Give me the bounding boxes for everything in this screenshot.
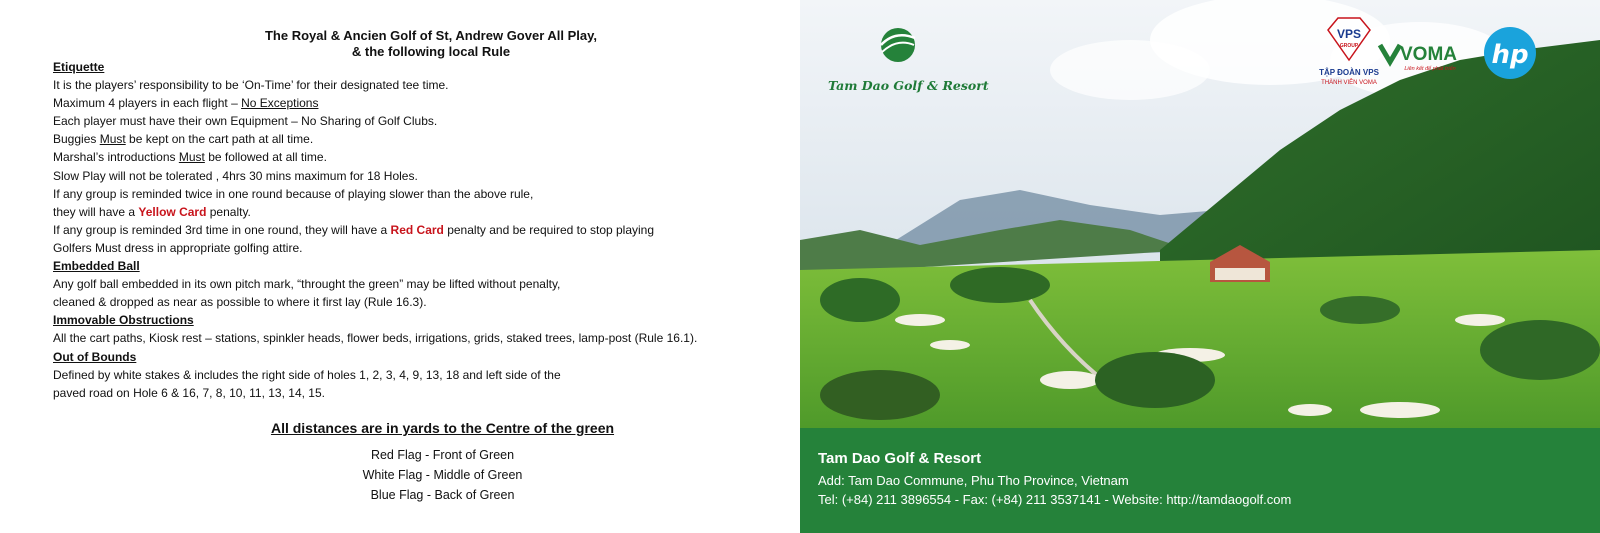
tree-cluster xyxy=(1480,320,1600,380)
etiquette-line: It is the players’ responsibility to be ‘On-Time’ for their designated tee time. xyxy=(53,78,449,93)
footer-contact: Tel: (+84) 211 3896554 - Fax: (+84) 211 3537141 - Website: http://tamdaogolf.com xyxy=(818,492,1292,507)
footer-address: Add: Tam Dao Commune, Phu Tho Province, Vietnam xyxy=(818,473,1129,488)
etiquette-heading: Etiquette xyxy=(53,60,105,74)
cloud xyxy=(1050,40,1210,100)
bunker xyxy=(1455,314,1505,326)
tree-cluster xyxy=(950,267,1050,303)
bunker xyxy=(930,340,970,350)
etiquette-line: they will have a Yellow Card penalty. xyxy=(53,204,251,219)
clubhouse-wall xyxy=(1215,268,1265,280)
flag-item: White Flag - Middle of Green xyxy=(362,468,523,482)
rules-title: The Royal & Ancien Golf of St, Andrew Gover All Play, & the following local Rule xyxy=(264,28,598,59)
embedded-line: Any golf ball embedded in its own pitch mark, “throught the green” may be lifted without penalty, xyxy=(53,277,561,292)
etiquette-line: Each player must have their own Equipment – No Sharing of Golf Clubs. xyxy=(53,114,438,129)
bunker xyxy=(895,314,945,326)
red-card-label: Red Card xyxy=(390,222,444,237)
etiquette-line: Buggies Must be kept on the cart path at all time. xyxy=(53,132,314,147)
voma-tagline: Liên kết để phát triển xyxy=(1404,66,1456,72)
distances-title: All distances are in yards to the Centre of the green xyxy=(270,420,615,436)
etiquette-line: If any group is reminded 3rd time in one round, they will have a Red Card penalty and be required to stop playing xyxy=(53,222,655,237)
rules-text xyxy=(53,58,697,402)
flag-list xyxy=(0,445,885,505)
tree-cluster xyxy=(1320,296,1400,324)
bunker xyxy=(1288,404,1332,416)
bunker xyxy=(1360,402,1440,418)
etiquette-line: Golfers Must dress in appropriate golfing attire. xyxy=(53,240,303,255)
yellow-card-label: Yellow Card xyxy=(138,204,207,219)
oob-heading: Out of Bounds xyxy=(53,349,137,364)
vps-group-label: GROUP xyxy=(1339,43,1359,49)
etiquette-line: Marshal’s introductions Must be followed at all time. xyxy=(53,150,327,165)
tree-cluster xyxy=(820,370,940,420)
immovable-heading: Immovable Obstructions xyxy=(53,313,194,328)
brand-name: Tam Dao Golf & Resort xyxy=(828,78,989,93)
etiquette-line: Maximum 4 players in each flight – No Exceptions xyxy=(53,96,319,111)
tree-cluster xyxy=(1095,352,1215,408)
vps-caption: TẬP ĐOÀN VPS xyxy=(1319,68,1379,77)
footer-name: Tam Dao Golf & Resort xyxy=(818,450,982,467)
tam-dao-emblem-icon xyxy=(881,28,915,62)
oob-line: paved road on Hole 6 & 16, 7, 8, 10, 11, 13, 14, 15. xyxy=(53,385,325,400)
tam-dao-logo xyxy=(881,28,915,62)
hp-wordmark: hp xyxy=(1491,40,1529,70)
flag-item: Blue Flag - Back of Green xyxy=(370,488,515,502)
hp-logo xyxy=(1484,27,1536,79)
voma-wordmark: VOMA xyxy=(1400,44,1457,65)
bunker xyxy=(1040,371,1100,389)
oob-line: Defined by white stakes & includes the right side of holes 1, 2, 3, 4, 9, 13, 18 and left side of the xyxy=(53,367,561,382)
etiquette-line: Slow Play will not be tolerated , 4hrs 30 mins maximum for 18 Holes. xyxy=(53,168,418,183)
etiquette-line: If any group is reminded twice in one round because of playing slower than the above rule, xyxy=(53,186,534,201)
embedded-heading: Embedded Ball xyxy=(53,259,140,274)
flag-item: Red Flag - Front of Green xyxy=(370,448,515,462)
tree-cluster xyxy=(820,278,900,322)
vps-member-caption: THÀNH VIÊN VOMA xyxy=(1321,80,1377,86)
immovable-line: All the cart paths, Kiosk rest – stations, spinkler heads, flower beds, irrigations, grids, staked trees, lamp-post (Rule 16.1). xyxy=(53,331,698,346)
vps-wordmark: VPS xyxy=(1336,27,1362,41)
embedded-line: cleaned & dropped as near as possible to where it first lay (Rule 16.3). xyxy=(53,295,427,310)
footer-bar xyxy=(800,428,1600,533)
